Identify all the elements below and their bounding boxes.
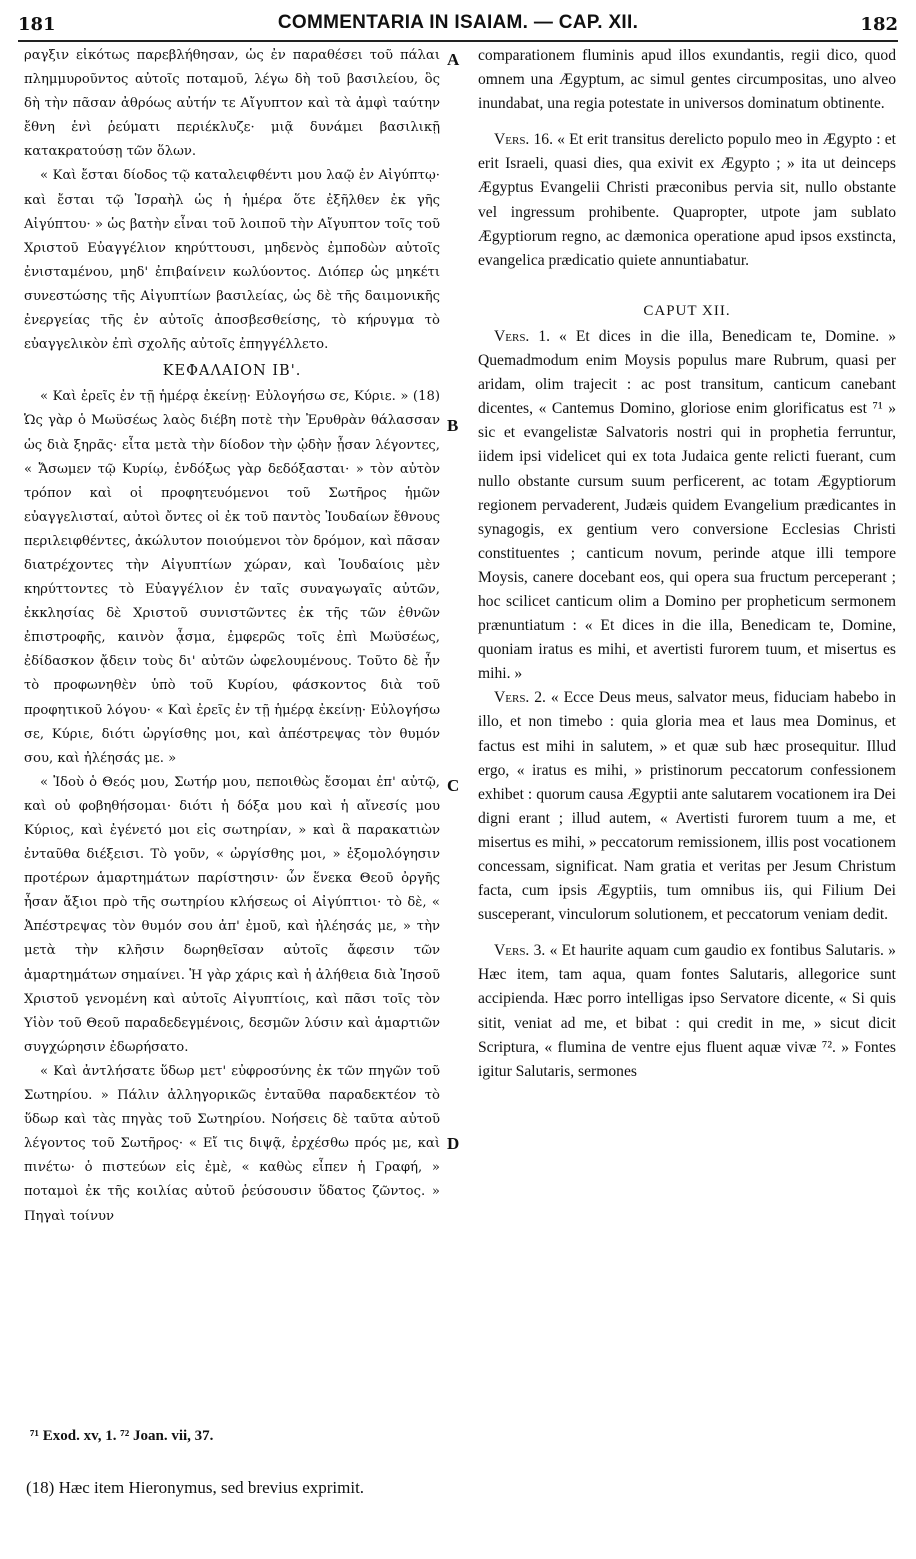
latin-paragraph-4: Vers. 2. « Ecce Deus meus, salvator meus, fiduciam habebo in illo, et non timebo : quia gloria mea et laus mea Dominus, et factus est mihi in salutem, » et quæ sub hæc prosequitur. Illud ergo, « iratus es mihi, » pristinorum peccatorum confessionem exhibet : quorum causa Ægyptii ante salutarem vocationem ira Dei digni erant ; illud autem, « Avertisti furorem tuum a me, et misertus es mihi, » peccatorum remissionem, illis post vocationem concessam, significat. Nam gratia et veritas per Jesum Christum facta, cum ipsis Ægyptiis, tum omnibus iis, qui Filium Dei susceperant, vinculorum solutionem, et peccatorum veniam dedit.	[478, 689, 896, 924]
margin-letter-a: A	[447, 50, 460, 69]
latin-paragraph-2: Vers. 16. « Et erit transitus derelicto populo meo in Ægypto : et erit Israeli, quasi dies, qua exivit ex Ægypto ; » ita ut deinceps Ægyptus Evangelii Christi præconibus pervia sit, nullo obstante vel ingressum prohibente. Quapropter, utpote jam sublato Ægyptiorum regno, ac dæmonica operatione apud ipsos exstincta, evangelica prædicatio quiete annuntiabatur.	[478, 131, 896, 269]
greek-paragraph-1: ραγξιν εἰκότως παρεβλήθησαν, ὡς ἐν παραθέσει τοῦ πάλαι πλημμυροῦντος αὐτοῖς ποταμοῦ, λέγω δὴ τοῦ βασιλείου, ὃς δὴ τὴν πᾶσαν ἀθρόως αὐτήν τε Αἴγυπτον καὶ τὰ ἀμφὶ ταύτην ἔθνη ἑνὶ ῥεύματι περιέκλυζε· μιᾷ δυνάμει βασιλικῇ κατακρατούσῃ τῶν ὅλων.	[24, 48, 440, 160]
margin-letter-b: B	[447, 416, 459, 435]
greek-paragraph-4: « Ἰδοὺ ὁ Θεός μου, Σωτήρ μου, πεποιθὼς ἔσομαι ἐπ' αὐτῷ, καὶ οὐ φοβηθήσομαι· διότι ἡ δόξα μου καὶ ἡ αἴνεσίς μου Κύριος, καὶ ἐγένετό μοι εἰς σωτηρίαν, » καὶ ἃ παρακατιὼν ἐνταῦθα διέξεισι. Τὸ γοῦν, « ὠργίσθης μοι, » ἐξομολόγησιν προτέρων ἁμαρτημάτων παρίστησιν· ὧν ἕνεκα Θεοῦ ὀργῆς ἦσαν ἄξιοι πρὸ τῆς σωτηρίου κλήσεως οἱ Αἰγύπτιοι· τὸ δὲ, « Ἀπέστρεψας τὸν θυμόν σου ἀπ' ἐμοῦ, καὶ ἠλέησάς με, » τὴν μετὰ τὴν κλῆσιν δωρηθεῖσαν αὐτοῖς ἄφεσιν τῶν ἁμαρτημάτων σημαίνει. Ἡ γὰρ χάρις καὶ ἡ ἀλήθεια διὰ Ἰησοῦ Χριστοῦ γενομένη καὶ αὐτοῖς Αἰγυπτίοις, καὶ πᾶσι τοῖς τὸν Υἱὸν τοῦ Θεοῦ παραδεδεγμένοις, δεσμῶν λύσιν καὶ ἁμαρτιῶν συγχώρησιν ἐδωρήσατο.	[24, 774, 440, 1055]
latin-paragraph-5: Vers. 3. « Et haurite aquam cum gaudio ex fontibus Salutaris. » Hæc item, tam aqua, quam fontes Salutaris, allegorice sunt accipienda. Hæc porro intelligas ipso Servatore dicente, « Si quis sitit, veniat ad me, et bibat : qui credit in me, » sicut dicit Scriptura, « flumina de ventre ejus fluent aquæ vivæ ⁷². » Fontes igitur Salutaris, sermones	[478, 942, 896, 1080]
greek-paragraph-2: « Καὶ ἔσται δίοδος τῷ καταλειφθέντι μου λαῷ ἐν Αἰγύπτῳ· καὶ ἔσται τῷ Ἰσραὴλ ὡς ἡ ἡμέρα ὅτε ἐξῆλθεν ἐκ γῆς Αἰγύπτου· » ὡς βατὴν εἶναι τοῦ λοιποῦ τὴν Αἴγυπτον τοῖς τοῦ Χριστοῦ Εὐαγγέλιον κηρύττουσι, μηδενὸς ἐμποδὼν αὐτοῖς ἐνισταμένου, μηδ' ἐπιβαίνειν κωλύοντος. Διόπερ ὡς μηκέτι συνεστώσης τῆς Αἰγυπτίων βασιλείας, ὡς δὲ τῆς δαιμονικῆς ἐνεργείας τῆς ἐν αὐτοῖς ἀποσβεσθείσης, τὸ κήρυγμα τὸ εὐαγγελικὸν ἐπὶ σχολῆς αὐτοῖς ἐπηγγέλλετο.	[24, 168, 440, 353]
latin-paragraph-1: comparationem fluminis apud illos exundantis, regii dico, quod omnem una Ægyptum, ac simul gentes circumpositas, uno alveo inundabat, una regia potestate in universos dominatum obtinente.	[478, 47, 896, 113]
latin-paragraph-3: Vers. 1. « Et dices in die illa, Benedicam te, Domine. » Quemadmodum enim Moysis populus mare Rubrum, quasi per aridam, olim trajecit : ac post transitum, canticum canebant dicentes, « Cantemus Domino, gloriose enim glorificatus est ⁷¹ » sic et evangelistæ Salvatoris nostri qui in prophetia ferruntur, iidem ipsi videlicet qui ex tota Judaica gente relicti fuerant, cum nullo obstante cursum suum perficerent, ac totam Ægyptiorum regionem pervaderent, Judæis quidem Evangelium prædicantes in synagogis, ex gentium vero conversione Ecclesias Christi constituentes ; canticum novum, perinde atque illi tempore Moysis, canere docebant eos, qui opera sua fructum perceperant ; hoc scilicet canticum olim a Domino per propheticum sermonem prænuntiatum : « Et dices in die illa, Benedicam te, Domine, quoniam iratus es mihi, et avertisti furorem tuum, et misertus es mihi. »	[478, 327, 896, 683]
editor-footnote: (18) Hæc item Hieronymus, sed brevius exprimit.	[26, 1478, 365, 1497]
running-header	[18, 8, 898, 42]
latin-column	[478, 44, 896, 1084]
latin-chapter-heading: CAPUT XII.	[643, 302, 731, 319]
verse-label-16: Vers. 16.	[494, 131, 553, 149]
greek-column	[24, 44, 440, 1229]
greek-chapter-heading: ΚΕΦΑΛΑΙΟΝ ΙΒ'.	[162, 363, 302, 380]
footnote-references: ⁷¹ Exod. xv, 1. ⁷² Joan. vii, 37.	[30, 1428, 214, 1444]
margin-letter-d: D	[447, 1134, 460, 1153]
greek-paragraph-5: « Καὶ ἀντλήσατε ὕδωρ μετ' εὐφροσύνης ἐκ τῶν πηγῶν τοῦ Σωτηρίου. » Πάλιν ἀλληγορικῶς ἐνταῦθα παραδεκτέον τὸ ὕδωρ καὶ τὰς πηγὰς τοῦ Σωτηρίου. Νοήσεις δὲ ταῦτα αὐτοῦ λέγοντος τοῦ Σωτῆρος· « Εἴ τις διψᾷ, ἐρχέσθω πρός με, καὶ πινέτω· ὁ πιστεύων εἰς ἐμὲ, « καθὼς εἶπεν ἡ Γραφή, » ποταμοὶ ἐκ τῆς κοιλίας αὐτοῦ ῥεύσουσιν ὕδατος ζῶντος. » Πηγαὶ τοίνυν	[24, 1063, 440, 1224]
verse-label-2: Vers. 2.	[494, 689, 546, 707]
margin-letter-c: C	[447, 776, 460, 795]
verse-label-3: Vers. 3.	[494, 942, 546, 960]
running-title: COMMENTARIA IN ISAIAM. — CAP. XII.	[277, 12, 639, 33]
greek-paragraph-3: « Καὶ ἐρεῖς ἐν τῇ ἡμέρᾳ ἐκείνῃ· Εὐλογήσω σε, Κύριε. » (18) Ὡς γὰρ ὁ Μωϋσέως λαὸς διέβη ποτὲ τὴν Ἐρυθρὰν θάλασσαν ὡς διὰ ξηρᾶς· εἶτα μετὰ τὴν δίοδον τὴν ᾠδὴν ᾖσαν λέγοντες, « Ἄσωμεν τῷ Κυρίῳ, ἐνδόξως γὰρ δεδόξασται· » τὸν αὐτὸν τρόπον καὶ οἱ προφητευόμενοι τοῦ Σωτῆρος ἡμῶν εὐαγγελισταί, αὐτοὶ ὄντες οἱ ἐκ τοῦ παντὸς Ἰουδαίων ἔθνους περιλειφθέντες, ἀκώλυτον ποιούμενοι τὸν δρόμον, καὶ πᾶσαν διατρέχοντες τὴν Αἰγυπτίων χώραν, καὶ Ἰουδαίοις μὲν κηρύττοντες τὸ Εὐαγγέλιον ἐν ταῖς συναγωγαῖς αὐτῶν, ἐκκλησίας δὲ Χριστοῦ συνιστῶντες ἐκ τῆς τῶν ἐθνῶν ἐπιστροφῆς, καινὸν ᾆσμα, ἐμφερῶς τοῖς ἐπὶ Μωϋσέως, ἐδίδασκον ᾄδειν τοὺς δι' αὐτῶν ὠφελουμένους. Τοῦτο δὲ ἦν τὸ προφωνηθὲν ὑπὸ τοῦ Κυρίου, φάσκοντος διὰ τοῦ προφητικοῦ λόγου· « Καὶ ἐρεῖς ἐν τῇ ἡμέρᾳ ἐκείνῃ· Εὐλογήσω σε, Κύριε, διότι ὠργίσθης μοι, καὶ ἀπέστρεψας τὸν θυμόν σου, καὶ ἠλέησάς με. »	[24, 389, 440, 766]
right-page-number: 182	[860, 14, 898, 35]
left-page-number: 181	[18, 14, 56, 35]
verse-label-1: Vers. 1.	[494, 327, 551, 345]
